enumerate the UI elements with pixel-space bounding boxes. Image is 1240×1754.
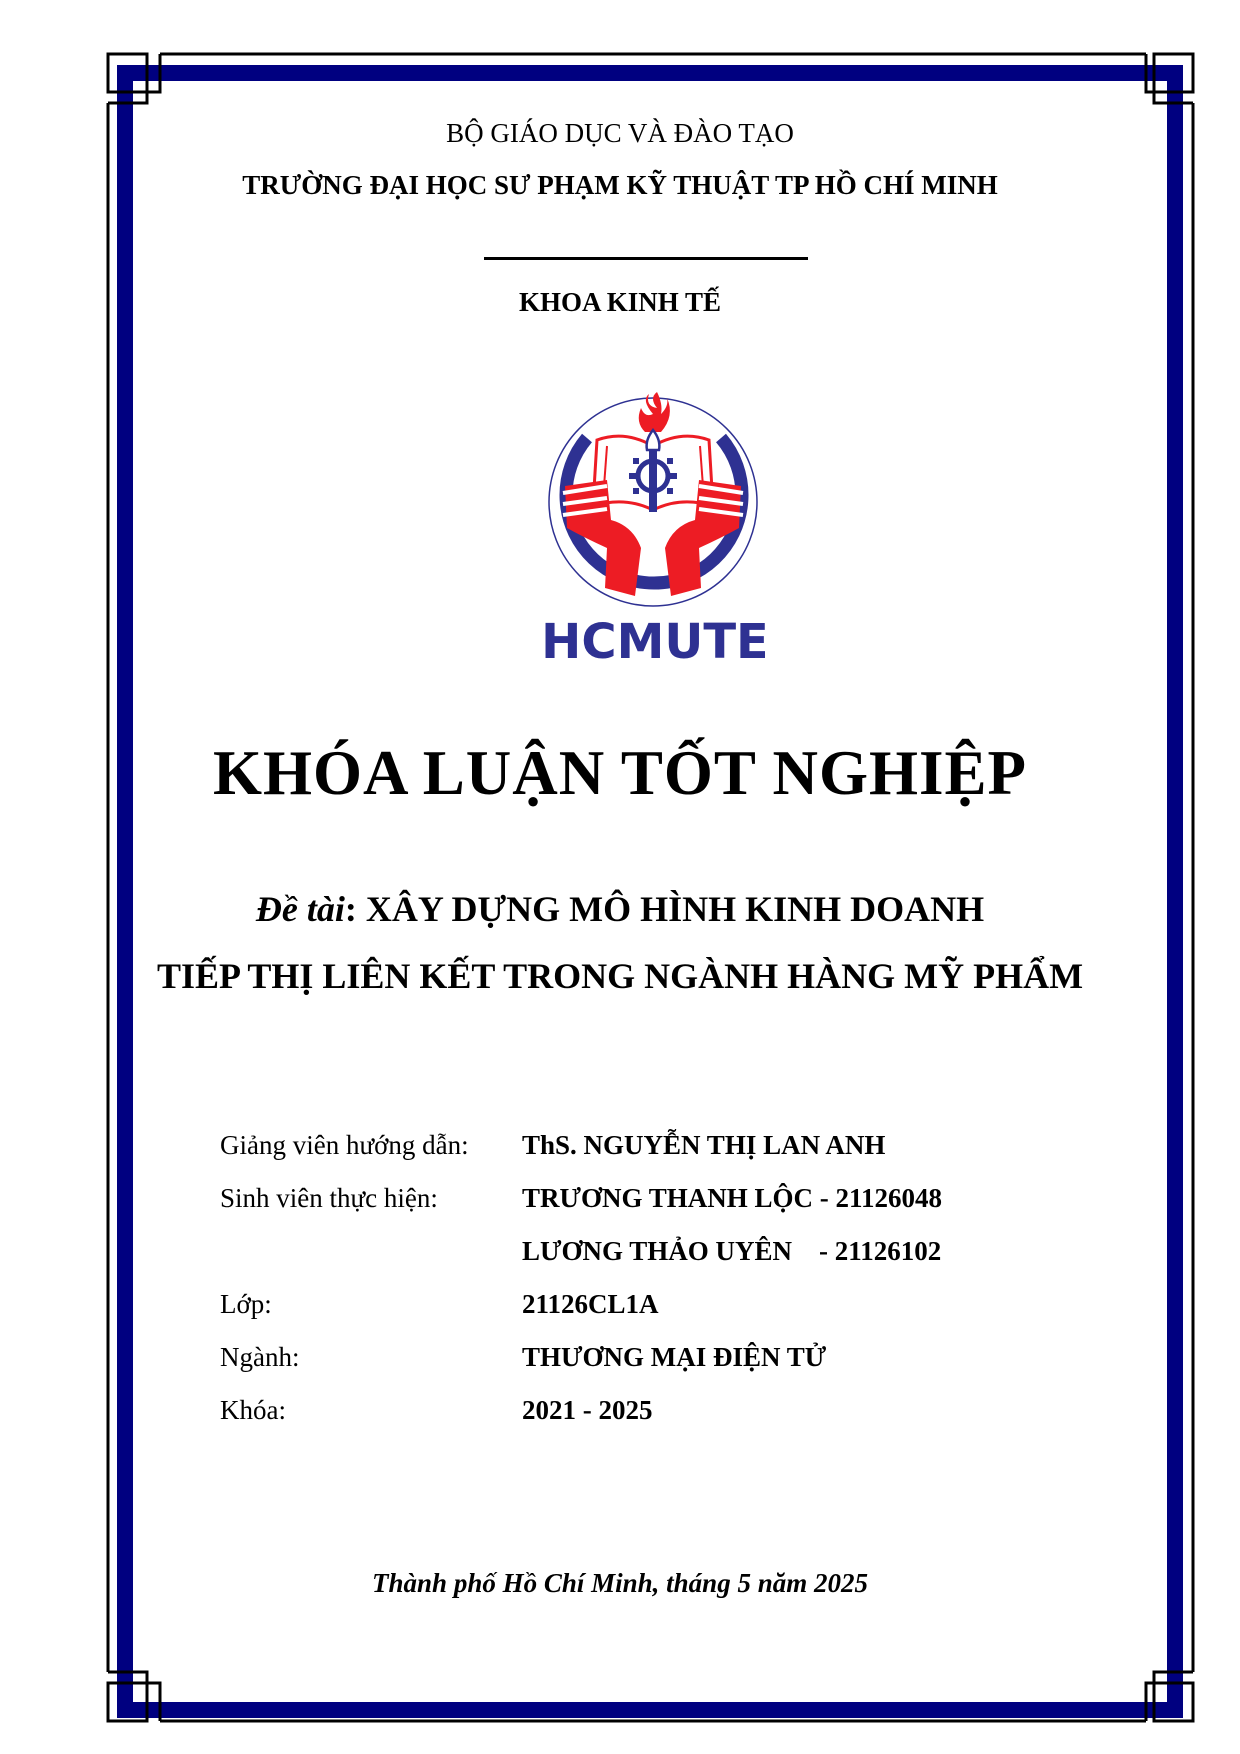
header-divider — [484, 257, 808, 260]
info-value: 2021 - 2025 — [522, 1395, 653, 1425]
faculty-name: KHOA KINH TẾ — [518, 287, 722, 317]
info-value: LƯƠNG THẢO UYÊN - 21126102 — [522, 1236, 942, 1266]
hcmute-logo-icon — [545, 388, 765, 673]
info-row-student-1 — [220, 1183, 943, 1236]
ministry-name: BỘ GIÁO DỤC VÀ ĐÀO TẠO — [446, 118, 794, 148]
info-label: Lớp: — [220, 1289, 272, 1319]
info-table — [220, 1130, 943, 1448]
topic-line-2: TIẾP THỊ LIÊN KẾT TRONG NGÀNH HÀNG MỸ PHẨM — [156, 956, 1084, 996]
info-label: Giảng viên hướng dẫn: — [220, 1130, 469, 1160]
info-value: THƯƠNG MẠI ĐIỆN TỬ — [522, 1342, 827, 1372]
info-label: Khóa: — [220, 1395, 286, 1425]
info-row-cohort — [220, 1395, 653, 1448]
logo-text: HCMUTE — [545, 614, 765, 670]
info-value: ThS. NGUYỄN THỊ LAN ANH — [522, 1130, 886, 1160]
topic-text-1: XÂY DỰNG MÔ HÌNH KINH DOANH — [365, 889, 985, 929]
info-label: Sinh viên thực hiện: — [220, 1183, 438, 1213]
place-date: Thành phố Hồ Chí Minh, tháng 5 năm 2025 — [372, 1568, 868, 1598]
topic-colon: : — [344, 889, 366, 929]
info-label: Ngành: — [220, 1342, 300, 1372]
info-row-student-2 — [220, 1236, 942, 1289]
info-row-advisor — [220, 1130, 886, 1183]
topic-label: Đề tài — [255, 889, 345, 929]
info-row-major — [220, 1342, 827, 1395]
topic-line-1 — [0, 888, 1240, 930]
hcmute-logo — [545, 388, 765, 673]
university-name: TRƯỜNG ĐẠI HỌC SƯ PHẠM KỸ THUẬT TP HỒ CHÍ MINH — [242, 170, 998, 200]
document-title: KHÓA LUẬN TỐT NGHIỆP — [212, 738, 1028, 808]
info-row-class — [220, 1289, 659, 1342]
info-value: 21126CL1A — [522, 1289, 659, 1319]
info-value: TRƯƠNG THANH LỘC - 21126048 — [522, 1183, 943, 1213]
